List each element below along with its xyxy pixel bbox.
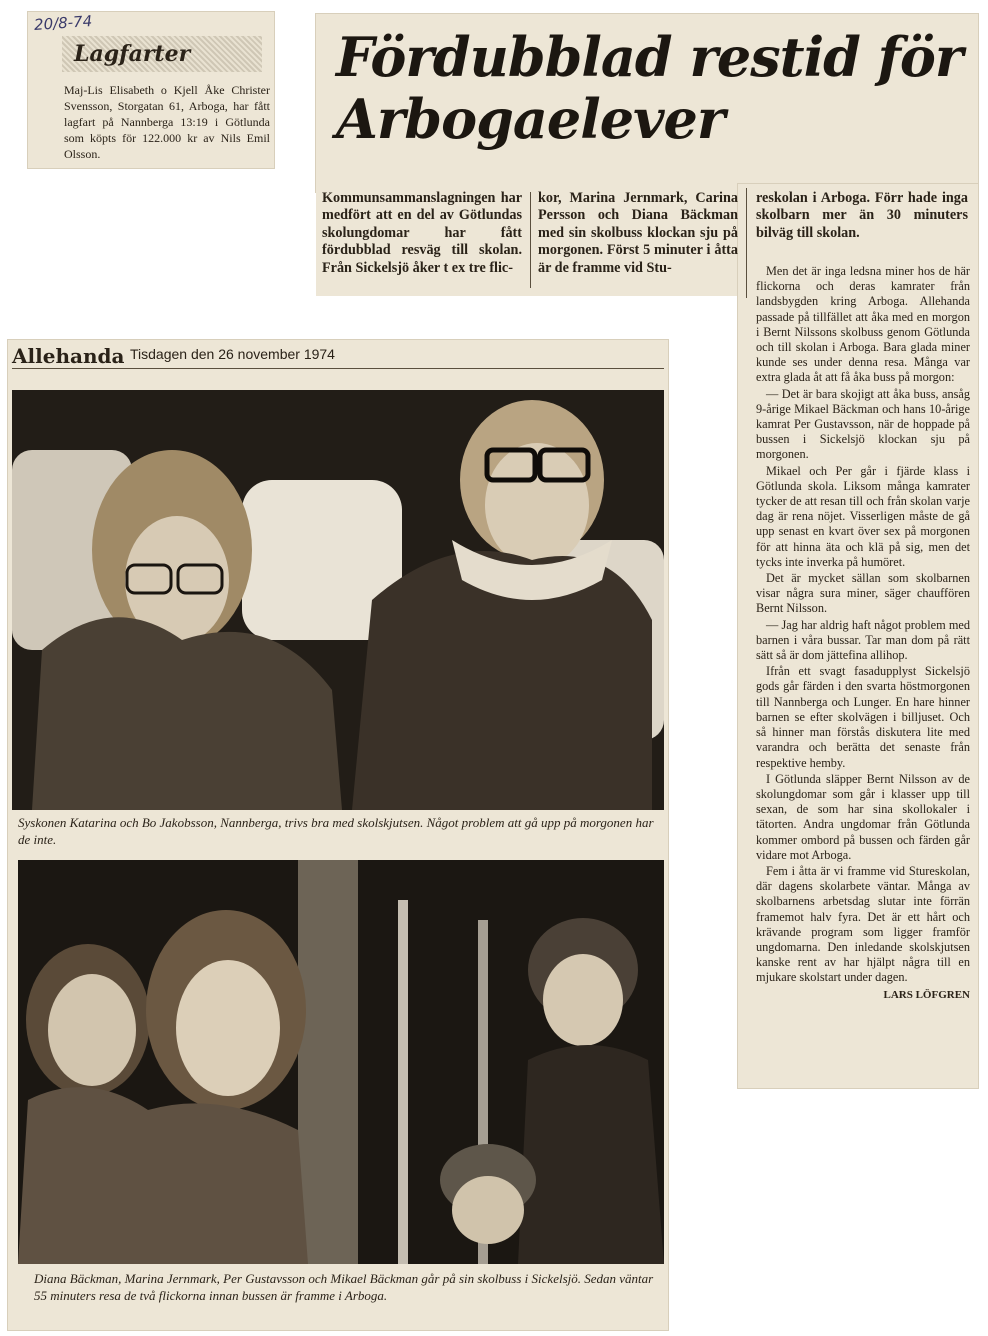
- photo-illustration: [12, 390, 664, 810]
- lagfarter-clipping: [28, 12, 274, 168]
- body-paragraph: I Götlunda släpper Bernt Nilsson av de skolungdomar som går i klasser upp till sexan, de som har sina skollokaler i tätorten. Andra ungdomar från Götlunda kommer ombord på bussen och färden går vidare mot Arboga.: [756, 771, 970, 862]
- girl-face: [176, 960, 280, 1096]
- masthead-date: Tisdagen den 26 november 1974: [130, 346, 335, 362]
- body-paragraph: Ifrån ett svagt fasadupplyst Sickelsjö gods går färden i den svarta höstmorgonen till Nannberga och Lunger. En hare hinner barnen se efter skolvägen i billjuset. Och så hinner man förstås diskutera lite med varandra och berätta det senaste från respektive hemby.: [756, 664, 970, 770]
- body-paragraph: — Jag har aldrig haft något problem med barnen i våra bussar. Tar man dom på rätt sätt så är dom jättefina allihop.: [756, 617, 970, 663]
- masthead-rule: [12, 368, 664, 369]
- body-column: [756, 264, 970, 1003]
- boy-jacket: [518, 1045, 664, 1264]
- masthead: Allehanda: [12, 344, 125, 368]
- handwritten-date: 20/8-74: [33, 11, 93, 35]
- lagfarter-text: Maj-Lis Elisabeth o Kjell Åke Christer Svensson, Storgatan 61, Arboga, har fått lagfart på Nannberga 13:19 i Götlunda som köpts för 122.000 kr av Nils Emil Olsson.: [64, 83, 270, 161]
- lead-column-3: reskolan i Arboga. Förr hade inga skolbarn mer än 30 minuters bilväg till skolan.: [756, 190, 968, 241]
- handrail: [398, 900, 408, 1264]
- column-rule: [746, 188, 747, 298]
- body-paragraph: Det är mycket sällan som skolbarnen visar några sura miner, säger chauffören Bernt Nilsson.: [756, 571, 970, 616]
- body-paragraph: — Det är bara skojigt att åka buss, ansåg 9-årige Mikael Bäckman och hans 10-årige kamrat Per Gustavsson, när de hoppade på bussen i Sickelsjö klockan sju på morgonen.: [756, 386, 970, 462]
- lead-column-1: Kommunsammanslagningen har medfört att en del av Götlundas skolungdomar har fått fördubblad resväg till skolan. Från Sickelsjö åker t ex tre flic-: [322, 190, 522, 276]
- photo-page-clipping: [8, 340, 668, 1330]
- bus-door: [298, 860, 358, 1264]
- body-paragraph: Mikael och Per går i fjärde klass i Götlunda skola. Liksom många kamrater tycker de att resan till och från skolan varje dag är rena nöjet. Visserligen måste de gå upp senast en kvart över sex på morgonen för att hinna äta och klä på sig, men det tycks inte inverka på humöret.: [756, 463, 970, 569]
- girl-face: [48, 974, 136, 1086]
- headline-block: [316, 14, 978, 192]
- photo-siblings-on-bus: [12, 390, 664, 810]
- article-headline: Fördubblad restid för Arbogaelever: [336, 25, 963, 151]
- photo-illustration: [18, 860, 664, 1264]
- boy-face: [543, 954, 623, 1046]
- lead-column-2: kor, Marina Jernmark, Carina Persson och Diana Bäckman med sin skolbuss klockan sju på morgonen. Först 5 minuter i åtta är de framme vid Stu-: [538, 190, 738, 276]
- lagfarter-heading: Lagfarter: [62, 36, 262, 72]
- column-rule: [530, 192, 531, 288]
- body-paragraph: Fem i åtta är vi framme vid Stureskolan, där dagens skolarbete väntar. Många av skolbarnens arbetsdag slutar inte förrän framemot halv fyra. Det är ett hårt och krävande program som ligger framför ungdomarna. Den inledande skolskjutsen kanske rent av har hjälpt några till en mjukare skolstart under dagen.: [756, 863, 970, 985]
- photo-children-boarding: [18, 860, 664, 1264]
- byline: LARS LÖFGREN: [883, 988, 970, 1001]
- caption-bottom: Diana Bäckman, Marina Jernmark, Per Gustavsson och Mikael Bäckman går på sin skolbuss i Sickelsjö. Sedan väntar 55 minuters resa de två flickorna innan bussen är framme i Arboga.: [34, 1271, 654, 1303]
- caption-top: Syskonen Katarina och Bo Jakobsson, Nannberga, trivs bra med skolskjutsen. Något problem att gå upp på morgonen har de inte.: [18, 815, 654, 847]
- boy-face: [452, 1176, 524, 1244]
- body-paragraph: Men det är inga ledsna miner hos de här flickorna och deras kamrater från landsbygden kring Arboga. Allehanda passade på tillfället att åka med en morgon i Bernt Nilssons skolbuss genom Götlunda och till skolan i Arboga. Bara glada miner kunde ses under denna resa. Många var extra glada åt att få åka buss på morgon:: [756, 264, 970, 385]
